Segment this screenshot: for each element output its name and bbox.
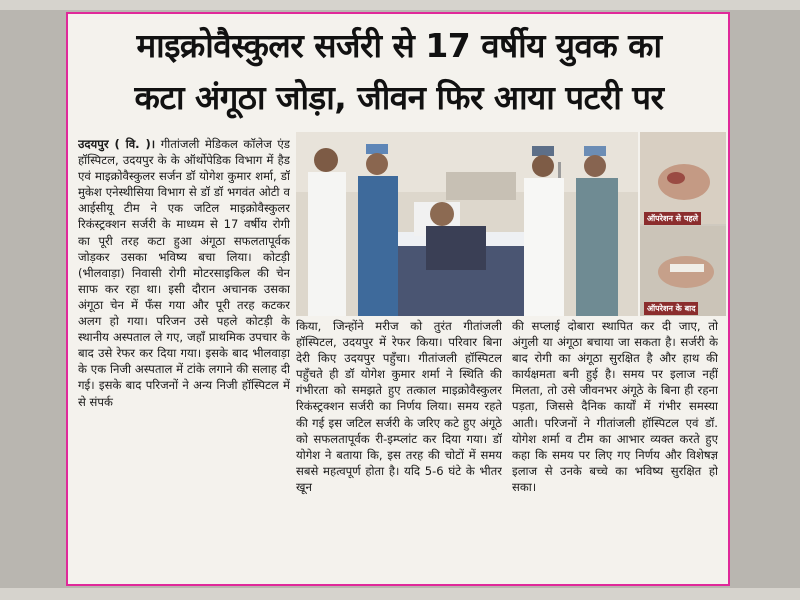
article-column-2 [296, 318, 502, 584]
caption-before-operation: ऑपरेशन से पहले [644, 212, 701, 225]
hospital-room-illustration [296, 132, 638, 316]
column-1-text: गीतांजली मेडिकल कॉलेज एंड हॉस्पिटल, उदयपुर के के ऑर्थोपेडिक विभाग में हैड एवं माइक्रोवैस्कुलर सर्जन डॉ योगेश कुमार शर्मा, डॉ मुकेश एनेस्थीसिया विभाग से डॉ डॉ भगवंत ओटी व आईसीयू टीम ने एक जटिल माइक्रोवैस्कुलर रिकंस्ट्रक्शन सर्जरी के माध्यम से 17 वर्षीय रोगी का पूरी तरह कटा हुआ अंगूठा सफलतापूर्वक जोड़कर उसका भविष्य बचा लिया। कोटड़ी (भीलवाड़ा) निवासी रोगी मोटरसाइकिल की चेन साफ कर रहा था। इसी दौरान अचानक उसका अंगूठा चेन में फँस गया और पूरी तरह कटकर अलग हो गया। परिजन उसे पहले कोटड़ी के स्थानीय अस्पताल ले गए, जहाँ प्राथमिक उपचार के बाद उसे रेफर कर दिया गया। इसके बाद भीलवाड़ा के एक निजी अस्पताल में टांके लगाने की सलाह दी गई। इसके बाद परिजनों ने अन्य निजी हॉस्पिटल में से संपर्क [78, 137, 290, 409]
column-3-text: की सप्लाई दोबारा स्थापित कर दी जाए, तो अंगुली या अंगूठा बचाया जा सकता है। सर्जरी के बाद रोगी का अंगूठा सुरक्षित है और हाथ की कार्यक्षमता बनी हुई है। समय पर इलाज नहीं मिलता, तो उसे जीवनभर अंगूठे के बिना ही रहना पड़ता, जिससे दैनिक कार्यों में गंभीर समस्या आती। परिजनों ने गीतांजली हॉस्पिटल एवं डॉ. योगेश शर्मा व टीम का आभार व्यक्त करते हुए कहा कि समय पर लिए गए निर्णय और विशेषज्ञ इलाज से उनके बच्चे का भविष्य सुरक्षित हो सका। [512, 319, 718, 494]
caption-after-operation: ऑपरेशन के बाद [644, 302, 698, 315]
news-photo-doctors-with-patient [296, 132, 638, 316]
article-column-1 [78, 136, 290, 584]
background-bottom [0, 588, 800, 600]
dateline: उदयपुर ( वि. )। [78, 137, 156, 151]
article-column-3 [512, 318, 718, 584]
column-2-text: किया, जिन्होंने मरीज को तुरंत गीतांजली हॉस्पिटल, उदयपुर में रेफर किया। परिवार बिना देरी किए उदयपुर पहुँचा। गीतांजली हॉस्पिटल पहुँचते ही डॉ योगेश कुमार शर्मा ने स्थिति की गंभीरता को समझते हुए तत्काल माइक्रोवैस्कुलर रिकंस्ट्रक्शन सर्जरी का निर्णय लिया। समय रहते की गई इस जटिल सर्जरी के जरिए कटे हुए अंगूठे को सफलतापूर्वक री-इम्प्लांट कर दिया गया। डॉ योगेश ने बताया कि, इस तरह की चोटों में समय सबसे महत्वपूर्ण होता है। यदि 5-6 घंटे के भीतर खून [296, 319, 502, 494]
inset-photos-thumb [640, 132, 726, 316]
background-top [0, 0, 800, 10]
headline-line-2: कटा अंगूठा जोड़ा, जीवन फिर आया पटरी पर [134, 78, 664, 117]
newspaper-clipping [66, 12, 730, 586]
headline-line-1: माइक्रोवैस्कुलर सर्जरी से 17 वर्षीय युवक का [136, 26, 662, 65]
